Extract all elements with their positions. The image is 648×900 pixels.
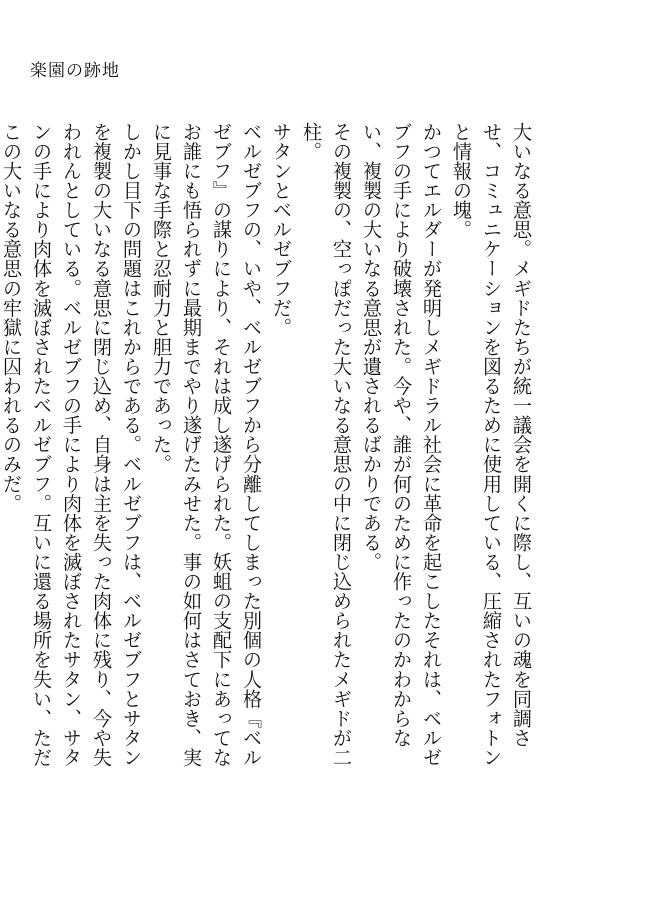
running-head: 楽園の跡地	[30, 61, 120, 81]
paragraph: 大いなる意思。メギドたちが統一議会を開くに際し、互いの魂を同調させ、コミュニケーションを図るために使用している、圧縮されたフォトンと情報の塊。	[450, 122, 533, 768]
paragraph: かつてエルダーが発明しメギドラル社会に革命を起こしたそれは、ベルゼブフの手により破壊された。今や、誰が何のために作ったのかわからない、複製の大いなる意思が遺されるばかりである。	[360, 122, 443, 768]
paragraph: しかし目下の問題はこれからである。ベルゼブフは、ベルゼブフとサタンを複製の大いなる意思に閉じ込め、自身は主を失った肉体に残り、今や失われんとしている。ベルゼブフの手により肉体を滅ぼされたサタン、サタンの手により肉体を滅ぼされたベルゼブフ。互いに還る場所を失い、ただこの大いなる意思の牢獄に囚われるのみだ。	[0, 122, 143, 768]
paragraph: その複製の、空っぽだった大いなる意思の中に閉じ込められたメギドが二柱。	[300, 122, 353, 768]
paragraph: サタンとベルゼブフだ。	[270, 122, 293, 338]
paragraph: ベルゼブフの、いや、ベルゼブフから分離してしまった別個の人格『ベルゼブフ』の謀りにより、それは成し遂げられた。妖蛆の支配下にあってなお誰にも悟られずに最期までやり遂げたみせた。事の如何はさておき、実に見事な手際と忍耐力と胆力であった。	[150, 122, 263, 768]
body-text	[0, 122, 536, 782]
